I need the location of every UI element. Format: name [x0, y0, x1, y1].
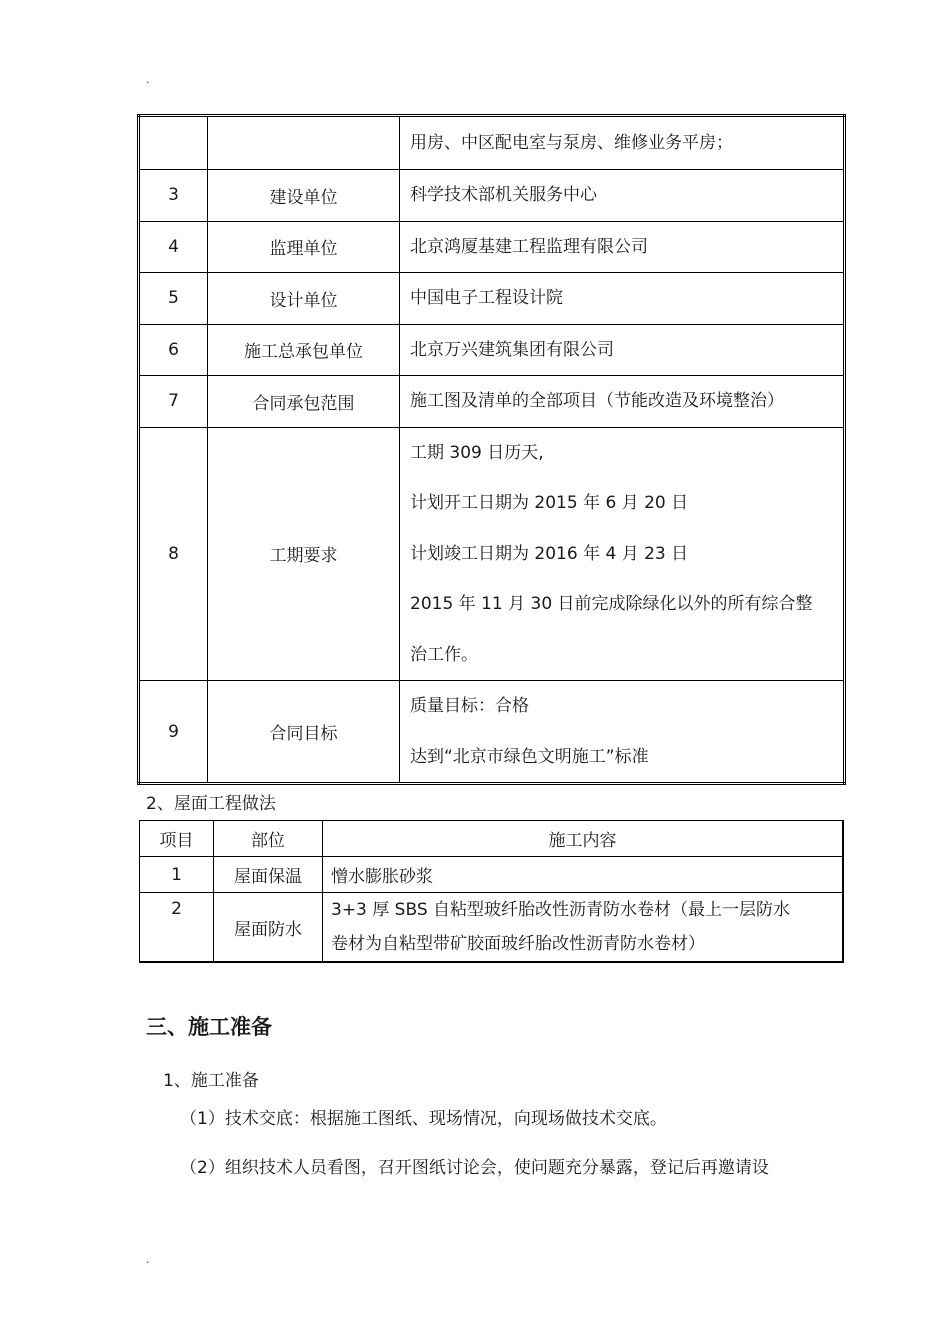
row-content: 3+3 厚 SBS 自粘型玻纤胎改性沥青防水卷材（最上一层防水 卷材为自粘型带矿胶面玻纤胎改性沥青防水卷材）: [323, 893, 844, 963]
row-label: 设计单位: [208, 273, 400, 325]
table-header-row: [140, 821, 844, 857]
row-number: [139, 116, 208, 170]
row-value: 施工图及清单的全部项目（节能改造及环境整治）: [400, 376, 845, 428]
table-row: [139, 116, 845, 170]
row-value: 科学技术部机关服务中心: [400, 170, 845, 222]
table-row: [140, 857, 844, 893]
row-value: 工期 309 日历天, 计划开工日期为 2015 年 6 月 20 日 计划竣工日期为 2016 年 4 月 23 日 2015 年 11 月 30 日前完成除绿化以外的所有综合整 治工作。: [400, 427, 845, 681]
section-heading: 三、施工准备: [146, 1015, 272, 1039]
row-value: 质量目标：合格 达到“北京市绿色文明施工”标准: [400, 681, 845, 784]
row-label: 施工总承包单位: [208, 324, 400, 376]
row-part: 屋面防水: [214, 893, 323, 963]
row-number: 2: [140, 893, 214, 963]
table-row: [139, 170, 845, 222]
row-content: 憎水膨胀砂浆: [323, 857, 844, 893]
row-number: 9: [139, 681, 208, 784]
column-header-part: 部位: [214, 821, 323, 857]
table-row: [139, 324, 845, 376]
row-number: 3: [139, 170, 208, 222]
column-header-content: 施工内容: [323, 821, 844, 857]
roof-method-table: [139, 820, 844, 963]
project-info-table: [137, 114, 846, 785]
row-label: 合同承包范围: [208, 376, 400, 428]
page-marker-top: .: [146, 73, 150, 86]
column-header-item: 项目: [140, 821, 214, 857]
row-value: 北京鸿厦基建工程监理有限公司: [400, 221, 845, 273]
table-row: [139, 273, 845, 325]
table-row: [139, 681, 845, 784]
row-part: 屋面保温: [214, 857, 323, 893]
prep-step: （1）技术交底：根据施工图纸、现场情况，向现场做技术交底。: [180, 1109, 667, 1129]
row-value: 用房、中区配电室与泵房、维修业务平房；: [400, 116, 845, 170]
row-label: 工期要求: [208, 427, 400, 681]
roof-section-caption: 2、屋面工程做法: [146, 794, 276, 814]
row-number: 1: [140, 857, 214, 893]
row-label: 合同目标: [208, 681, 400, 784]
row-value: 中国电子工程设计院: [400, 273, 845, 325]
row-number: 4: [139, 221, 208, 273]
row-number: 8: [139, 427, 208, 681]
row-number: 6: [139, 324, 208, 376]
page-marker-bottom: .: [146, 1253, 150, 1266]
row-value: 北京万兴建筑集团有限公司: [400, 324, 845, 376]
table-row: [139, 221, 845, 273]
table-row: [140, 893, 844, 963]
table-row: [139, 376, 845, 428]
table-row: [139, 427, 845, 681]
row-label: 建设单位: [208, 170, 400, 222]
row-number: 5: [139, 273, 208, 325]
row-label: [208, 116, 400, 170]
sub-heading: 1、施工准备: [163, 1071, 259, 1091]
row-number: 7: [139, 376, 208, 428]
prep-step: （2）组织技术人员看图，召开图纸讨论会，使问题充分暴露，登记后再邀请设: [180, 1158, 769, 1178]
row-label: 监理单位: [208, 221, 400, 273]
